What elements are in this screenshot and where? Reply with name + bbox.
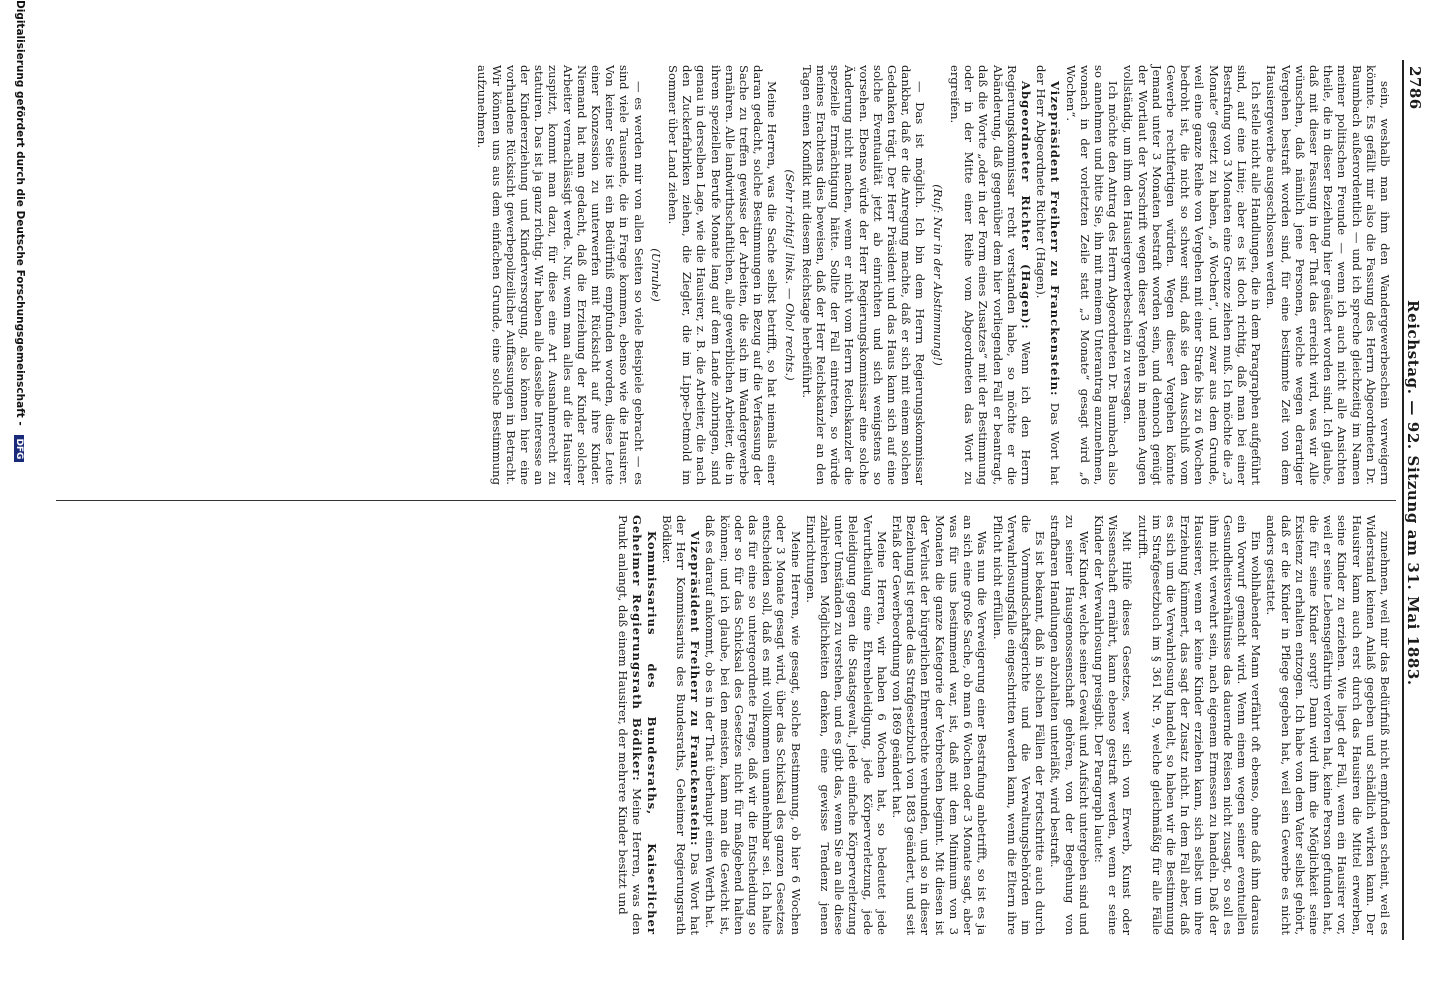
body-paragraph: Mit Hilfe dieses Gesetzes, wer sich von Erwerb, Kunst oder Wissenschaft ernährt, kann ebenso gestraft werden, wenn er seine Kinder der Verwahrlosung preisgibt. Der Paragraph lautet: <box>1091 515 1135 935</box>
interjection: (Unruhe) <box>648 248 663 302</box>
digitization-footer <box>14 0 26 1000</box>
speaker-paragraph <box>1034 65 1062 485</box>
speaker-paragraph <box>660 515 703 935</box>
body-paragraph: Meine Herren, wir haben 6 Wochen hat, so bedeutet jede Verurtheilung eine Ehrenbeleidigung, jede Körperverletzung, jede Beleidigung gegen die Staatsgewalt, jede einfache Körperverletzung unter Umständen zu verstehen, und es gibt das, wenn Sie an alle diese zahlreichen Möglichkeiten denken, eine gewisse Tendenz jenen Einrichtungen. <box>803 515 889 935</box>
speaker-name: Vizepräsident Freiherr zu Franckenstein: <box>688 531 703 847</box>
speaker-name: Abgeordneter Richter (Hagen): <box>1018 81 1033 330</box>
left-column <box>474 65 1392 485</box>
body-paragraph: Ich stelle nicht alle Handlungen, die in dem Paragraphen aufgeführt sind, auf eine Linie; aber es ist doch richtig, daß man bei einer Bestrafung von 3 Monaten eine Grenze ziehen muß. Ich möchte die „3 Monate“ gesetzt zu haben, „6 Wochen“, und zwar aus dem Grunde, weil eine ganze Reihe von Vergehen mit einer Strafe bis zu 6 Wochen bedroht ist, die nicht so schwer sind, daß sie den Ausschluß vom Gewerbe rechtfertigen würden. Wegen dieser Vergehen könnte Jemand unter 3 Monaten bestraft worden sein, und dennoch genügt der Wortlaut der Vorschrift wegen dieser Vergehen in meinen Augen vollständig, um ihm den Hausiergewerbeschein zu versagen. <box>1121 65 1264 485</box>
body-paragraph: sein, weshalb man ihm den Wandergewerbeschein verweigern könnte. Es gefällt mir also die Fassung des Herrn Abgeordneten Dr. Baumbach außerordentlich — und ich spreche gleichzeitig im Namen meiner politischen Freunde — wenn ich auch nicht alle Ansichten theile, die in dieser Beziehung hier geäußert worden sind. Ich glaube, daß mit dieser Fassung in der That das erreicht wird, was wir Alle wünschen, daß nämlich jene Personen, welche wegen derartiger Vergehen bestraft worden sind, für eine bestimmte Zeit von dem Hausiergewerbe ausgeschlossen werden. <box>1264 65 1392 485</box>
body-paragraph: — Das ist möglich. Ich bin dem Herrn Regierungskommissar dankbar, daß er die Anregung machte, daß er sich mit einem solchen Gedanken trägt. Der Herr Präsident und das Haus kann sich auf eine solche Eventualität jetzt ab einrichten und sich wenigstens so vorsehen. Ebenso würde der Herr Regierungskommissar eine solche Änderung nicht machen, wenn er nicht vom Herrn Reichskanzler die spezielle Ermächtigung hätte. Sollte der Fall eintreten, so würde meines Erachtens dies beweisen, daß der Herr Reichskanzler an den Tagen einen Konflikt mit diesem Reichstage herbeiführt. <box>799 65 928 485</box>
page-header-title: Reichstag. — 92. Sitzung am 31. Mai 1883. <box>1404 300 1422 686</box>
speech-text: Meine Herren, was den Punkt anlangt, daß einem Hausirer, der mehrere Kinder besitzt und <box>616 515 645 936</box>
speaker-name: Vizepräsident Freiherr zu Franckenstein: <box>1048 81 1063 397</box>
dfg-logo: DFG <box>14 435 24 462</box>
interjection: (Ruf: Nur in der Abstimmung!) <box>930 184 945 366</box>
body-paragraph: — es werden mir von allen Seiten so viele Beispiele gebracht — es sind viele Tausende, die in Frage kommen, ebenso wie die Hausirer. Von keiner Seite ist ein Bedürfniß empfunden worden, diese Leute einer Konzession zu unterwerfen mit Rücksicht auf ihre Kinder. Niemand hat man gedacht, daß die Erziehung der Kinder solcher Arbeiter vernachlässigt werde. Nur, wenn man alles auf die Hausirer zuspitzt, kommt man dazu, für diese eine Art Ausnahmerecht zu statuiren. Das ist ja ganz richtig. Wir haben alle dasselbe Interesse an der Kindererziehung und Kinderversorgung, also können hier eine vorhandene Rücksicht gewerbepolizeilicher Auffassungen in Betracht. Wir können uns aus dem einfachen Grunde, eine solche Bestimmung aufzunehmen. <box>475 65 646 485</box>
speech-text: Das Wort hat der Herr Kommissarius des Bundesraths, Geheimer Regierungsrath Bödiker. <box>659 515 703 935</box>
right-column <box>615 515 1392 935</box>
body-paragraph: Ein wohlhabender Mann verfährt oft ebenso, ohne daß ihm daraus ein Vorwurf gemacht wird. Wenn einem wegen seiner eventuellen Gesundheitsverhältnisse das dauernde Reisen nicht zusagt, so soll es ihm nicht verwehrt sein, nach eigenem Ermessen zu handeln. Daß der Hausierer, wenn er keine Kinder erziehen kann, sich selbst um ihre Erziehung kümmert, das sagt der Zusatz nicht. In dem Fall aber, daß es sich um die Verwahrlosung handelt, so haben wir die Bestimmung im Strafgesetzbuch im § 361 Nr. 9, welche gleichmäßig für alle Fälle zutrifft. <box>1135 515 1264 935</box>
body-paragraph: Es ist bekannt, daß in solchen Fällen der Fortschritte auch durch die Vormundschaftsgerichte und die Verwaltungsbehörden im Verwahrlosungsfalle eingeschritten werden kann, wenn die Eltern ihre Pflicht nicht erfüllen. <box>990 515 1048 935</box>
speaker-paragraph <box>948 65 1033 485</box>
speaker-name: Kommissarius des Bundesraths, Kaiserlicher Geheimer Regierungsrath Bödiker: <box>630 515 659 935</box>
column-divider <box>56 500 1396 501</box>
interjection: (Sehr richtig! links. — Oho! rechts.) <box>782 169 797 381</box>
body-paragraph: Meine Herren, was die Sache selbst betrifft, so hat niemals einer daran gedacht, solche Bestimmungen in Bezug auf die Verfassung der Sache zu treffen gewisse der Arbeiten, die sich im Wandergewerbe ernähren. Alle landwirthschaftlichen, alle gewerblichen Arbeiter, die in ihrem speziellen Berufe Monate lang auf dem Lande zubringen, sind genau in derselben Lage, wie die Hausirer, z. B. die Arbeiter, die nach den Zuckerfabriken ziehen, die Ziegler, die im Lippe-Detmold im Sommer über Land ziehen. <box>666 65 780 485</box>
body-paragraph: Ich möchte den Antrag des Herrn Abgeordneten Dr. Baumbach also so annehmen und bitte Sie, ihn mit meinem Unterantrag anzunehmen, wonach in der vorletzten Zeile statt „3 Monate“ gesagt wird „6 Wochen“. <box>1063 65 1121 485</box>
speaker-paragraph <box>616 515 659 935</box>
footer-text: Digitalisierung gefördert durch die Deutsche Forschungsgemeinschaft - <box>14 0 26 426</box>
body-paragraph: zunehmen, weil mir das Bedürfniß nicht empfunden scheint, weil es Widerstand keinen Anlaß gegeben und schädlich wirken kann. Der Hausirer kann auch erst durch das Hausiren die Mittel erwerben, seine Kinder zu erziehen. Wie liegt der Fall, wenn ein Hausirer vor, weil er seine Lebensgefährtin verloren hat, keine Person gefunden hat, die für seine Kinder sorgt? Dann wird ihm die Möglichkeit seine Existenz zu erhalten entzogen. Ich habe von dem Vater selbst gehört, daß er die Kinder in Pflege gegeben hat, weil sein Gewerbe es nicht anders gestattet. <box>1264 515 1392 935</box>
body-paragraph: Meine Herren, wie gesagt, solche Bestimmung, ob hier 6 Wochen oder 3 Monate gesagt wird, über das Schicksal des ganzen Gesetzes entscheiden soll, daß es mit vollkommen unannehmbar sei. Ich halte das für eine so untergeordnete Frage, daß wir die Entscheidung so oder so für das Schicksal des Gesetzes nicht für maßgebend halten können; und ich glaube, bei den meisten, kann man die Gewicht ist, daß es darauf ankommt, ob es in der That überhaupt einen Werth hat. <box>703 515 803 935</box>
speech-text: Wenn ich den Herrn Regierungskommissar recht verstanden habe, so möchte er die Abänderung, daß gegenüber dem hier vorliegenden Fall er beantragt, daß die Worte „oder in der Form eines Zusatzes“ mit der Bestimmung oder in der Mitte einer Reihe vom Abgeordneten das Wort zu ergreifen. <box>947 65 1033 486</box>
page-number: 2786 <box>1406 66 1424 110</box>
body-paragraph: Wer Kinder, welche seiner Gewalt und Aufsicht untergeben sind und zu seiner Hausgenossenschaft gehören, von der Begehung von strafbaren Handlungen abzuhalten unterläßt, wird bestraft. <box>1048 515 1091 935</box>
speech-text: Das Wort hat der Herr Abgeordnete Richter (Hagen). <box>1034 65 1063 485</box>
body-paragraph: Was nun die Verweigerung einer Bestrafung anbetrifft, so ist es ja an sich eine große Sache, ob man 6 Wochen oder 3 Monate sagt, aber was für uns bestimmend war, ist, daß mit dem Minimum von 3 Monaten die ganze Kategorie der Verbrechen beginnt. Mit diesen ist der Verlust der bürgerlichen Ehrenrechte verbunden, und so in dieser Beziehung ist gerade das Strafgesetzbuch von 1883 geändert, und seit Erlaß der Gewerbeordnung von 1869 geändert hat. <box>890 515 990 935</box>
header-rule <box>1402 60 1404 940</box>
